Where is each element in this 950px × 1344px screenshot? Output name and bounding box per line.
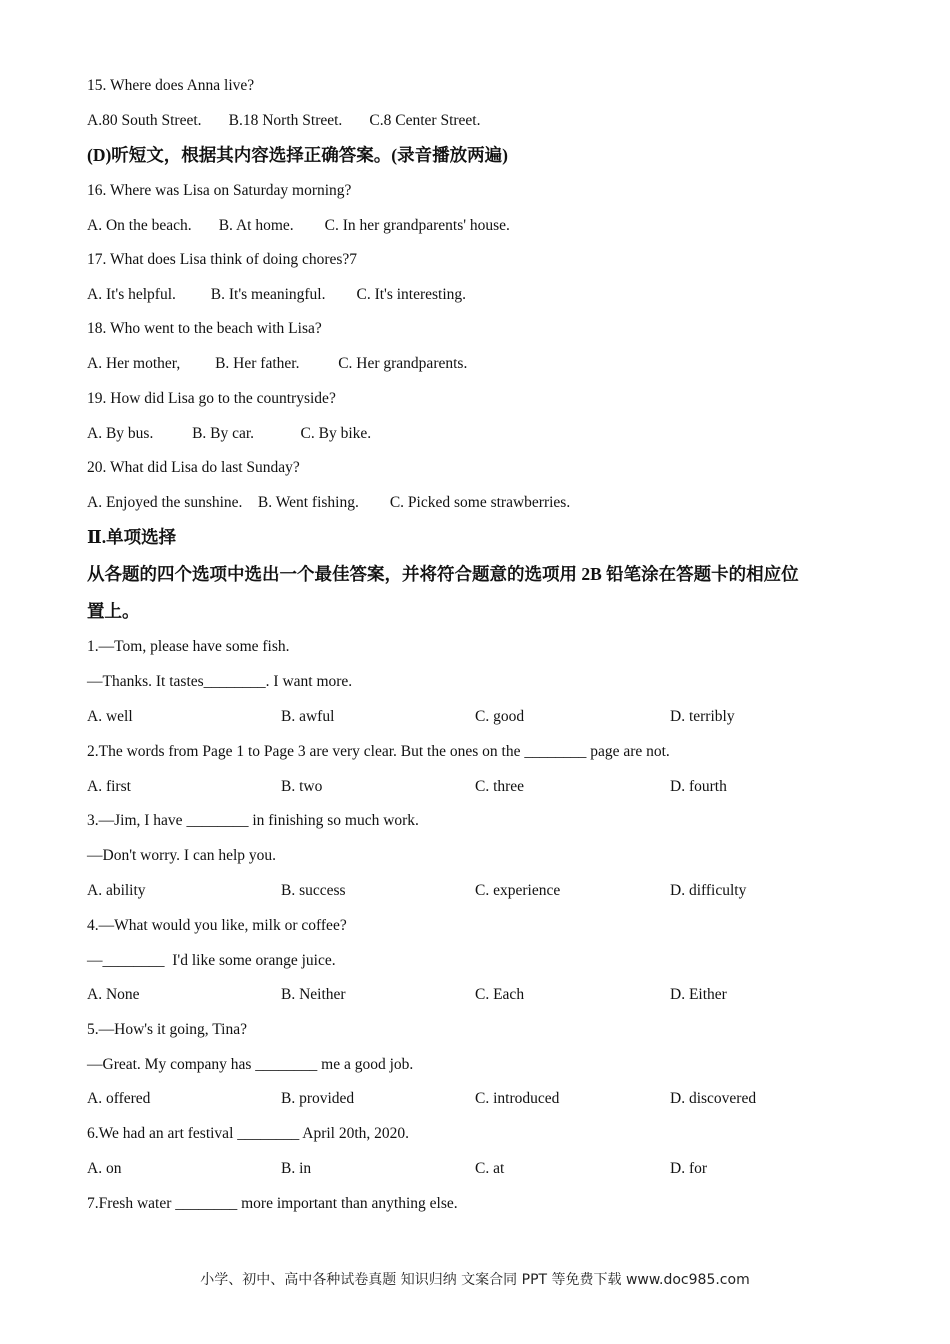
question-2-option-a: A. first (87, 778, 131, 795)
question-3-option-c: C. experience (475, 882, 561, 899)
question-3-stem: 3.—Jim, I have ________ in finishing so much work. (87, 812, 419, 829)
question-2-option-d: D. fourth (670, 778, 727, 795)
question-6-option-b: B. in (281, 1160, 312, 1177)
question-19-options: A. By bus. B. By car. C. By bike. (87, 425, 372, 442)
question-6-option-c: C. at (475, 1160, 505, 1177)
page-footer: 小学、初中、高中各种试卷真题 知识归纳 文案合同 PPT 等免费下载 www.doc985.com (200, 1272, 750, 1288)
question-3-option-a: A. ability (87, 882, 146, 899)
question-15-options: A.80 South Street. B.18 North Street. C.8 Center Street. (87, 112, 481, 129)
question-2-option-c: C. three (475, 778, 525, 795)
section-2-heading: Ⅱ.单项选择 (87, 527, 177, 547)
question-5-option-b: B. provided (281, 1090, 355, 1107)
question-4-option-c: C. Each (475, 986, 525, 1003)
question-7-stem: 7.Fresh water ________ more important than anything else. (87, 1195, 458, 1212)
question-19: 19. How did Lisa go to the countryside? (87, 390, 336, 407)
question-5-option-c: C. introduced (475, 1090, 560, 1107)
question-16-options: A. On the beach. B. At home. C. In her grandparents' house. (87, 217, 510, 234)
question-3-option-d: D. difficulty (670, 882, 747, 899)
question-3-reply: —Don't worry. I can help you. (87, 847, 277, 864)
question-4-stem: 4.—What would you like, milk or coffee? (87, 917, 347, 934)
question-4-reply: —________ I'd like some orange juice. (87, 952, 336, 969)
question-16: 16. Where was Lisa on Saturday morning? (87, 182, 352, 199)
question-20: 20. What did Lisa do last Sunday? (87, 459, 300, 476)
question-15: 15. Where does Anna live? (87, 77, 255, 94)
question-2-stem: 2.The words from Page 1 to Page 3 are very clear. But the ones on the ________ page are not. (87, 743, 670, 760)
section-2-instruction: 从各题的四个选项中选出一个最佳答案，并将符合题意的选项用 2B 铅笔涂在答题卡的相应位 (87, 564, 799, 584)
question-1-option-d: D. terribly (670, 708, 735, 725)
question-5-option-a: A. offered (87, 1090, 151, 1107)
question-5-stem: 5.—How's it going, Tina? (87, 1021, 247, 1038)
section-2-instruction-cont: 置上。 (87, 601, 140, 621)
question-4-option-a: A. None (87, 986, 140, 1003)
question-17-options: A. It's helpful. B. It's meaningful. C. It's interesting. (87, 286, 467, 303)
section-d-heading: (D)听短文，根据其内容选择正确答案。(录音播放两遍) (87, 145, 508, 165)
question-1-stem: 1.—Tom, please have some fish. (87, 638, 290, 655)
question-6-option-d: D. for (670, 1160, 708, 1177)
question-6-stem: 6.We had an art festival ________ April 20th, 2020. (87, 1125, 410, 1142)
question-4-option-d: D. Either (670, 986, 727, 1003)
question-18-options: A. Her mother, B. Her father. C. Her grandparents. (87, 355, 468, 372)
question-17: 17. What does Lisa think of doing chores?7 (87, 251, 358, 268)
question-20-options: A. Enjoyed the sunshine. B. Went fishing. C. Picked some strawberries. (87, 494, 571, 511)
question-5-option-d: D. discovered (670, 1090, 757, 1107)
question-2-option-b: B. two (281, 778, 323, 795)
question-6-option-a: A. on (87, 1160, 122, 1177)
question-1-option-c: C. good (475, 708, 525, 725)
question-5-reply: —Great. My company has ________ me a good job. (87, 1056, 414, 1073)
question-3-option-b: B. success (281, 882, 346, 899)
question-1-option-b: B. awful (281, 708, 335, 725)
question-1-option-a: A. well (87, 708, 133, 725)
question-1-reply: —Thanks. It tastes________. I want more. (87, 673, 353, 690)
question-4-option-b: B. Neither (281, 986, 346, 1003)
question-18: 18. Who went to the beach with Lisa? (87, 320, 322, 337)
